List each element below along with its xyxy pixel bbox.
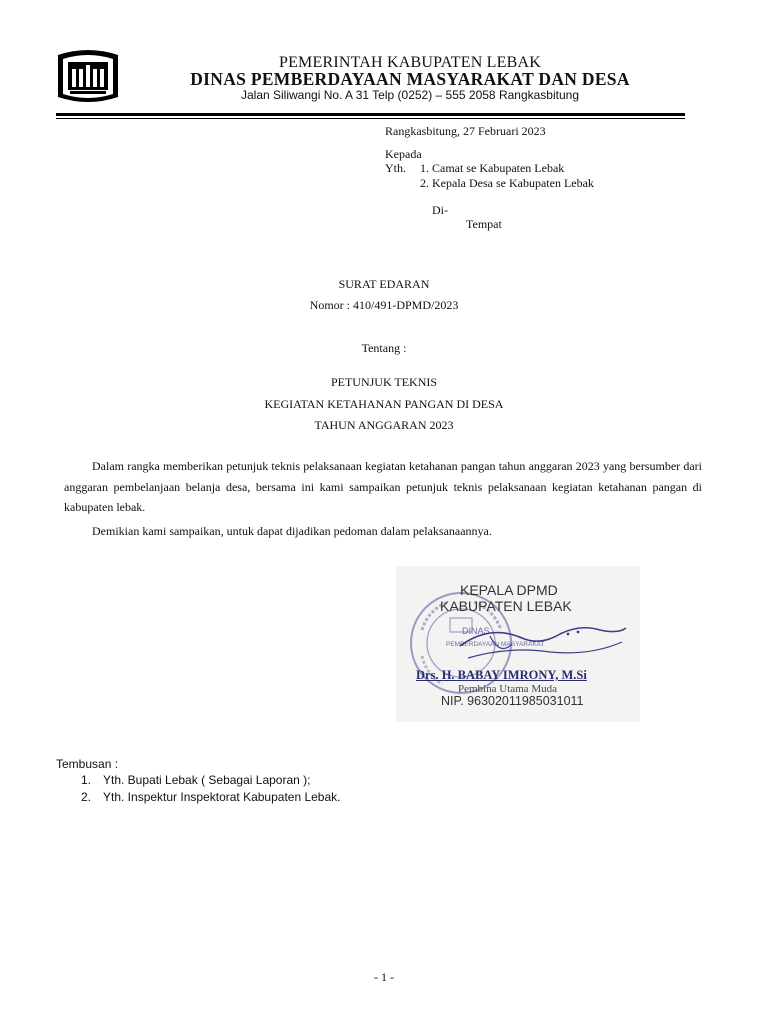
recipient-item: 2. Kepala Desa se Kabupaten Lebak [420, 176, 594, 190]
subject-line: KEGIATAN KETAHANAN PANGAN DI DESA [264, 397, 504, 411]
letter-tentang: Tentang : [361, 341, 407, 355]
tembusan-item: Yth. Bupati Lebak ( Sebagai Laporan ); [103, 773, 311, 787]
recipient-tempat: Tempat [466, 217, 502, 231]
letterhead-agency: DINAS PEMBERDAYAAN MASYARAKAT DAN DESA [190, 69, 630, 89]
signatory-name: Drs. H. BABAY IMRONY, M.Si [416, 668, 587, 682]
signatory-rank: Pembina Utama Muda [458, 683, 557, 695]
subject-line: TAHUN ANGGARAN 2023 [314, 418, 454, 432]
letter-type: SURAT EDARAN [338, 277, 430, 291]
tembusan-number: 1. [81, 773, 92, 787]
letterhead-rule-thin [56, 118, 685, 119]
recipient-yth: Yth. [385, 161, 406, 175]
tembusan-item: Yth. Inspektur Inspektorat Kabupaten Lebak. [103, 790, 341, 804]
handwritten-signature [450, 616, 630, 668]
tembusan-label: Tembusan : [56, 757, 119, 771]
tembusan-number: 2. [81, 790, 92, 804]
signatory-nip: NIP. 96302011985031011 [441, 694, 584, 708]
recipient-di: Di- [432, 203, 448, 217]
letterhead-rule-thick [56, 113, 685, 116]
signatory-agency: KABUPATEN LEBAK [440, 598, 572, 614]
letterhead-government: PEMERINTAH KABUPATEN LEBAK [278, 54, 541, 71]
stamp-label: PEMBERDAYAAN MASYARAKAT [446, 641, 545, 648]
regency-logo [56, 47, 120, 105]
stamp-label: DINAS [462, 626, 490, 636]
subject-line: PETUNJUK TEKNIS [330, 375, 438, 389]
place-date: Rangkasbitung, 27 Februari 2023 [385, 124, 546, 138]
body-paragraph: Dalam rangka memberikan petunjuk teknis pelaksanaan kegiatan ketahanan pangan tahun anggaran 2023 yang bersumber dari anggaran pembelanjaan belanja desa, bersama ini kami sampaikan petunjuk teknis pelaksanaan kegiatan ketahanan pangan di kabupaten lebak. [64, 459, 702, 514]
page-number: - 1 - [374, 970, 394, 984]
recipient-item: 1. Camat se Kabupaten Lebak [420, 161, 565, 175]
letterhead-address: Jalan Siliwangi No. A 31 Telp (0252) – 555 2058 Rangkasbitung [240, 88, 579, 102]
signatory-position: KEPALA DPMD [460, 582, 558, 598]
letter-number: Nomor : 410/491-DPMD/2023 [309, 298, 459, 312]
closing-paragraph: Demikian kami sampaikan, untuk dapat dijadikan pedoman dalam pelaksanaannya. [92, 524, 492, 538]
recipient-kepada: Kepada [385, 147, 422, 161]
